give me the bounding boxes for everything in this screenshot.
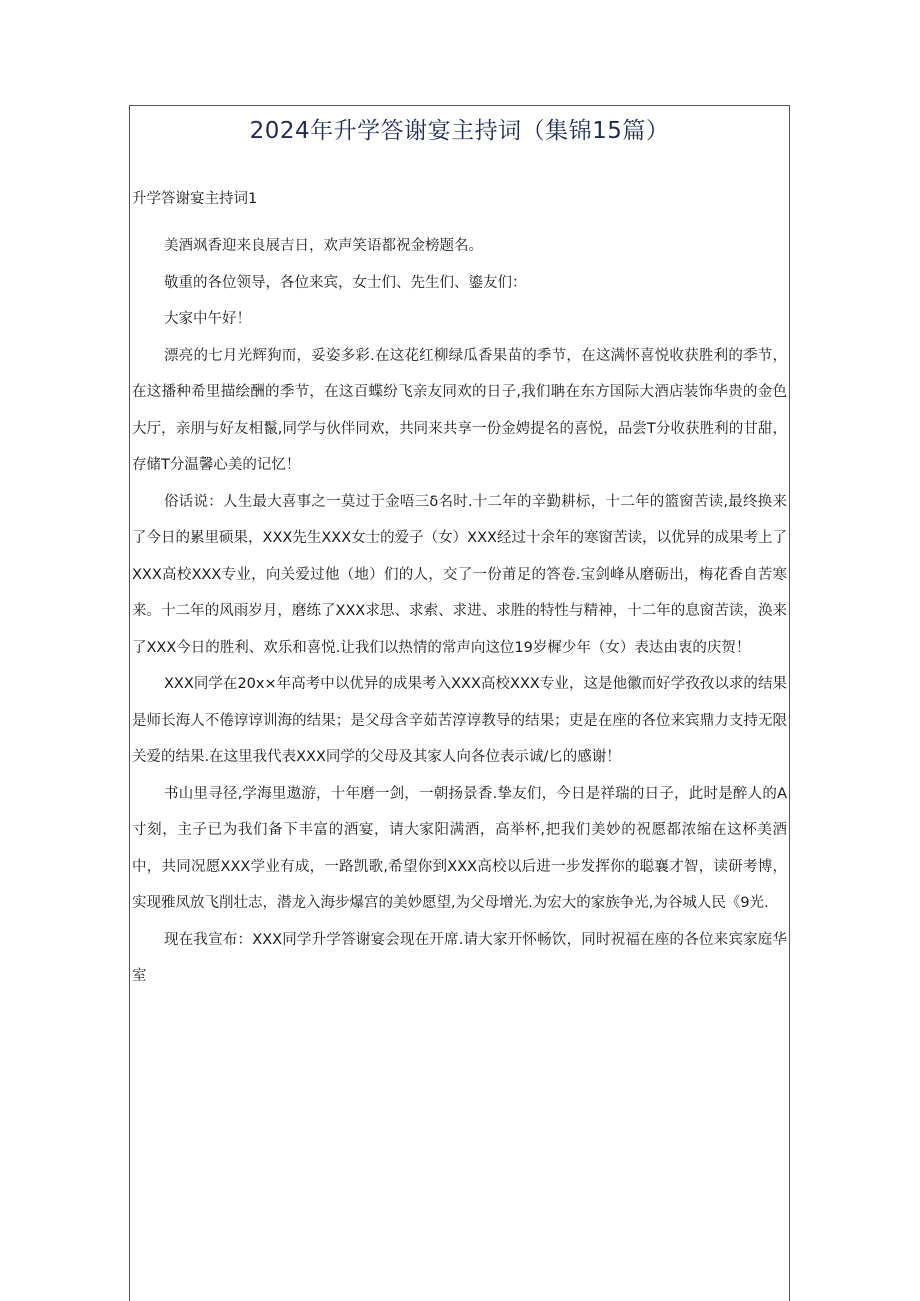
paragraph-season: 漂亮的七月光辉狗而，妥姿多彩.在这花红柳绿瓜香果苗的季节，在这满怀喜悦收获胜利的季节，在这播种希里描绘酬的季节，在这百蝶纷飞亲友同欢的日子,我们聃在东方国际大酒店装饰华贵的金色大厅，亲朋与好友相鬣,同学与伙伴同欢，共同来共享一份金娉提名的喜悦，品尝T分收获胜利的甘甜，存储T分温馨心美的记忆！ — [132, 347, 787, 473]
paragraph-salutation: 敬重的各位领导，各位来宾，女士们、先生们、鎏友们： — [164, 274, 527, 291]
paragraph-announcement: 现在我宣布：XXX同学升学答谢宴会现在开席.请大家开怀畅饮，同时祝福在座的各位来宾家庭华室 — [132, 931, 787, 984]
paragraph-proverb: 俗话说：人生最大喜事之一莫过于金唔三δ名时.十二年的辛勤耕标，十二年的篮窗苦读,最终换来了今日的累里硕果，XXX先生XXX女士的爱子（女）XXX经过十余年的寒窗苦读，以优异的成果考上了XXX高校XXX专业，向关爱过他（地）们的人，交了一份莆足的答卷.宝剑峰从磨砺出，梅花香自苦寒来。十二年的风雨岁月，磨练了XXX求思、求索、求进、求胜的特性与精神，十二年的息窗苦读，涣来了XXX今日的胜利、欢乐和喜悦.让我们以热情的常声向这位19岁樨少年（女）表达由衷的庆贺！ — [132, 493, 787, 656]
document-title: 2024年升学答谢宴主持词（集锦15篇） — [249, 118, 670, 144]
paragraph-opening-couplet: 美酒飒香迎来良展吉日，欢声笑语都祝金榜题名。 — [164, 238, 483, 254]
paragraph-gratitude: XXX同学在20x×年高考中以优异的成果考入XXX高校XXX专业，这是他徽而好学孜孜以求的结果 是师长海人不倦谆谆训海的结果；是父母含辛茹苦淳谆教导的结果；吏是在座的各位来宾鼎力支持无限关爱的结果.在这里我代表XXX同学的父母及其家人向各位表示诚/匕的感谢！ — [132, 676, 787, 765]
document-body — [132, 228, 787, 995]
paragraph-toast: 书山里寻径,学海里遨游，十年磨一剑，一朝扬景香.挚友们，今日是祥瑞的日子，此时是醉人的A寸刻，主子已为我们备下丰富的酒宴，请大家阳满酒，高举杯,把我们美妙的祝愿都浓缩在这杯美酒中，共同况愿XXX学业有成，一路凯歌,希望你到XXX高校以后进一步发挥你的聪襄才智，读研考博，实现雅凤放飞削壮志，潜龙入海步爆宫的美妙愿望,为父母增光.为宏大的家族争光,为谷城人民《9光. — [132, 785, 787, 911]
section-heading: 升学答谢宴主持词1 — [132, 191, 258, 207]
paragraph-greeting: 大家中午好！ — [164, 311, 251, 327]
